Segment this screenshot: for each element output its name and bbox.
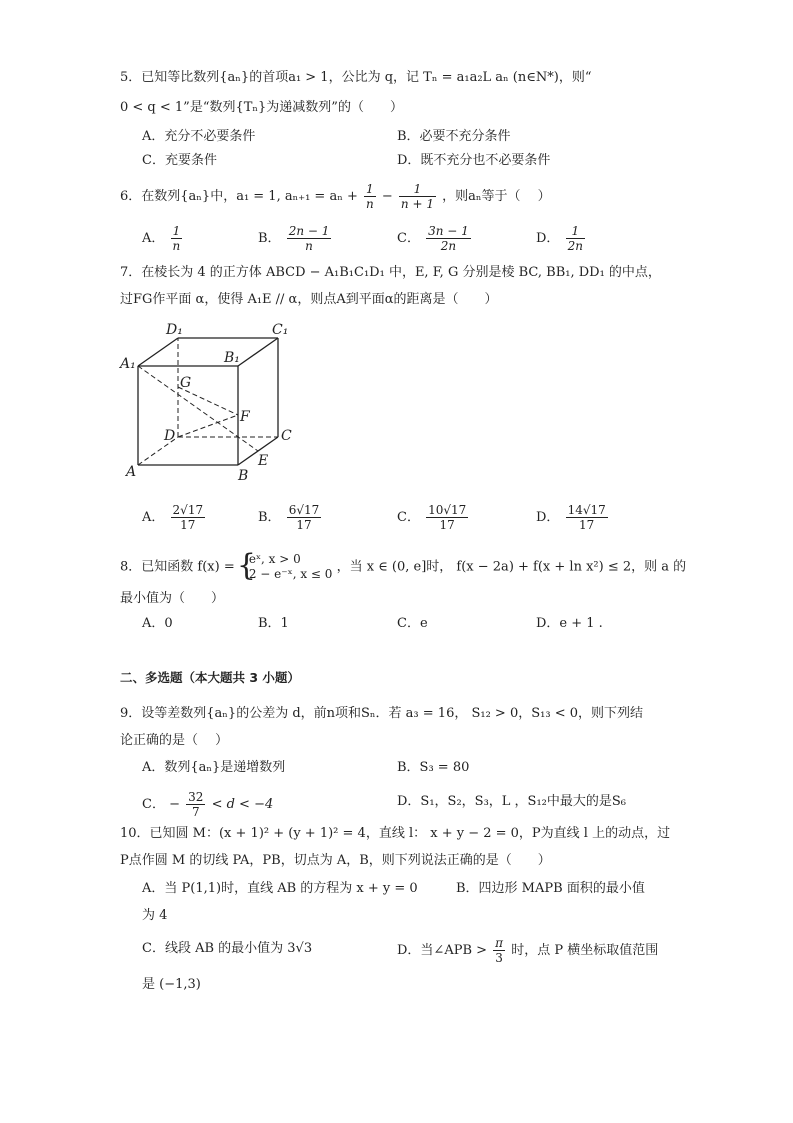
q9-c-frac — [186, 790, 205, 819]
q10-d-num: π — [495, 936, 504, 950]
q6-c-num: 3n − 1 — [428, 224, 469, 238]
q6-stem-frac2 — [399, 182, 436, 211]
q7-a-frac — [171, 503, 206, 532]
q9-option-c[interactable] — [142, 790, 273, 819]
label-e: E — [258, 453, 269, 469]
q6-frac1-den: n — [366, 197, 374, 211]
q6-a-frac — [171, 224, 183, 253]
q10-d-suffix: 时，点 P 横坐标取值范围 — [511, 943, 659, 958]
q10-d-frac — [493, 936, 505, 965]
q9-c-neg: − — [169, 797, 180, 812]
q7-a-label: A． — [142, 510, 165, 525]
q9-c-den: 7 — [191, 805, 200, 819]
q10-d-prefix: D．当∠APB > — [397, 943, 488, 958]
q10-option-a-cont: 为 4 — [142, 908, 168, 923]
q5-stem-line2: 0 < q < 1”是“数列{Tₙ}为递减数列”的（ ） — [120, 100, 403, 115]
label-d: D — [164, 428, 176, 444]
q5-option-b[interactable]: B．必要不充分条件 — [397, 129, 511, 144]
q6-d-den: 2n — [567, 239, 583, 253]
label-g: G — [180, 375, 192, 391]
q6-stem-frac1 — [364, 182, 376, 211]
q9-c-label: C． — [142, 797, 165, 812]
q6-b-num: 2n − 1 — [288, 224, 330, 238]
q8-option-a[interactable]: A．0 — [142, 616, 173, 631]
q7-a-num: 2√17 — [172, 503, 204, 517]
q8-stem-prefix: 8．已知函数 f(x) = — [120, 559, 235, 575]
q7-d-label: D． — [536, 510, 560, 525]
q7-option-d[interactable] — [536, 503, 610, 532]
q9-option-b[interactable]: B．S₃ = 80 — [397, 760, 470, 775]
q7-a-den: 17 — [180, 518, 196, 532]
q6-option-b[interactable] — [258, 224, 333, 253]
q7-d-den: 17 — [579, 518, 595, 532]
q7-b-frac — [287, 503, 322, 532]
q10-option-d-cont: 是 (−1,3) — [142, 977, 201, 992]
q7-option-c[interactable] — [397, 503, 470, 532]
q10-stem-line1: 10．已知圆 M：(x + 1)² + (y + 1)² = 4，直线 l： x + y − 2 = 0，P为直线 l 上的动点，过 — [120, 826, 671, 841]
q8-option-d[interactable]: D．e + 1 . — [536, 616, 603, 631]
label-f: F — [240, 409, 250, 425]
q9-stem-line1: 9．设等差数列{aₙ}的公差为 d，前n项和Sₙ．若 a₃ = 16， S₁₂ > 0，S₁₃ < 0，则下列结 — [120, 706, 643, 721]
q10-option-a[interactable]: A．当 P(1,1)时，直线 AB 的方程为 x + y = 0 — [142, 881, 418, 896]
label-b1: B₁ — [224, 350, 240, 366]
q8-option-c[interactable]: C．e — [397, 616, 428, 631]
q7-c-num: 10√17 — [428, 503, 467, 517]
q6-a-num: 1 — [171, 224, 183, 239]
q5-option-c[interactable]: C．充要条件 — [142, 153, 217, 168]
q8-case2: 2 − e⁻ˣ, x ≤ 0 — [248, 567, 333, 581]
q7-b-label: B． — [258, 510, 281, 525]
section-title-multi-choice: 二、多选题（本大题共 3 小题） — [120, 670, 300, 685]
q10-stem-line2: P点作圆 M 的切线 PA，PB，切点为 A，B，则下列说法正确的是（ ） — [120, 853, 551, 868]
q10-option-d[interactable] — [397, 936, 658, 965]
q6-option-c[interactable] — [397, 224, 473, 253]
q5-option-a[interactable]: A．充分不必要条件 — [142, 129, 256, 144]
q7-c-frac — [426, 503, 468, 532]
q6-c-frac — [426, 224, 471, 253]
edge-b1-c1 — [238, 338, 278, 366]
q6-c-den: 2n — [440, 239, 457, 253]
q8-case1: { eˣ, x > 0 — [248, 552, 301, 566]
q6-d-label: D． — [536, 231, 560, 246]
q6-b-label: B． — [258, 231, 281, 246]
q6-b-frac — [287, 224, 332, 253]
q6-stem-minus: − — [381, 189, 393, 204]
q6-a-den: n — [172, 239, 181, 253]
q9-c-num: 32 — [188, 790, 204, 804]
q6-d-frac — [566, 224, 585, 253]
q7-b-num: 6√17 — [288, 503, 320, 517]
q6-frac2-num: 1 — [399, 182, 436, 197]
q6-c-label: C． — [397, 231, 420, 246]
q7-stem-line2: 过FG作平面 α，使得 A₁E // α，则点A到平面α的距离是（ ） — [120, 292, 498, 307]
q9-option-d[interactable]: D．S₁，S₂，S₃，L ，S₁₂中最大的是S₆ — [397, 794, 626, 809]
q8-stem-suffix: ，当 x ∈ (0, e]时， f(x − 2a) + f(x + ln x²) ≤ 2，则 a 的 — [336, 559, 687, 575]
label-a: A — [126, 464, 137, 480]
q6-d-num: 1 — [566, 224, 585, 239]
q7-d-frac — [566, 503, 608, 532]
edge-a1-d1 — [138, 338, 178, 366]
q5-option-d[interactable]: D．既不充分也不必要条件 — [397, 153, 551, 168]
q8-option-b[interactable]: B．1 — [258, 616, 289, 631]
q6-b-den: n — [305, 239, 313, 253]
q7-c-label: C． — [397, 510, 420, 525]
q9-c-rest: < d < −4 — [211, 797, 274, 812]
label-d1: D₁ — [166, 322, 183, 338]
label-b: B — [238, 468, 249, 484]
label-c1: C₁ — [272, 322, 289, 338]
q6-stem-prefix: 6．在数列{aₙ}中，a₁ = 1, aₙ₊₁ = aₙ + — [120, 189, 358, 204]
q6-stem — [120, 182, 551, 211]
q10-d-den: 3 — [495, 951, 503, 965]
q7-c-den: 17 — [439, 518, 455, 532]
q9-option-a[interactable]: A．数列{aₙ}是递增数列 — [142, 760, 286, 775]
label-c: C — [281, 428, 292, 444]
q6-option-a[interactable] — [142, 224, 184, 253]
q7-option-b[interactable] — [258, 503, 323, 532]
q6-frac2-den: n + 1 — [400, 197, 434, 211]
q7-option-a[interactable] — [142, 503, 207, 532]
segment-d-f — [178, 415, 238, 437]
cube-figure — [118, 318, 308, 488]
q10-option-b[interactable]: B．四边形 MAPB 面积的最小值 — [456, 881, 645, 896]
q8-stem-line2: 最小值为（ ） — [120, 591, 225, 606]
label-a1: A₁ — [120, 356, 136, 372]
q6-frac1-num: 1 — [364, 182, 376, 197]
q10-option-c[interactable]: C．线段 AB 的最小值为 3√3 — [142, 941, 313, 956]
q6-a-label: A． — [142, 231, 165, 246]
q7-stem-line1: 7．在棱长为 4 的正方体 ABCD − A₁B₁C₁D₁ 中，E, F, G 分别是棱 BC, BB₁, DD₁ 的中点， — [120, 265, 661, 280]
q7-b-den: 17 — [296, 518, 312, 532]
q9-stem-line2: 论正确的是（ ） — [120, 733, 229, 748]
q5-stem-line1: 5．已知等比数列{aₙ}的首项a₁ > 1，公比为 q，记 Tₙ = a₁a₂L aₙ (n∈N*)，则“ — [120, 70, 592, 85]
q6-stem-suffix: ，则aₙ等于（ ） — [442, 189, 551, 204]
q6-option-d[interactable] — [536, 224, 587, 253]
q8-stem — [120, 552, 686, 582]
q8-piecewise — [239, 552, 333, 582]
q7-d-num: 14√17 — [567, 503, 606, 517]
